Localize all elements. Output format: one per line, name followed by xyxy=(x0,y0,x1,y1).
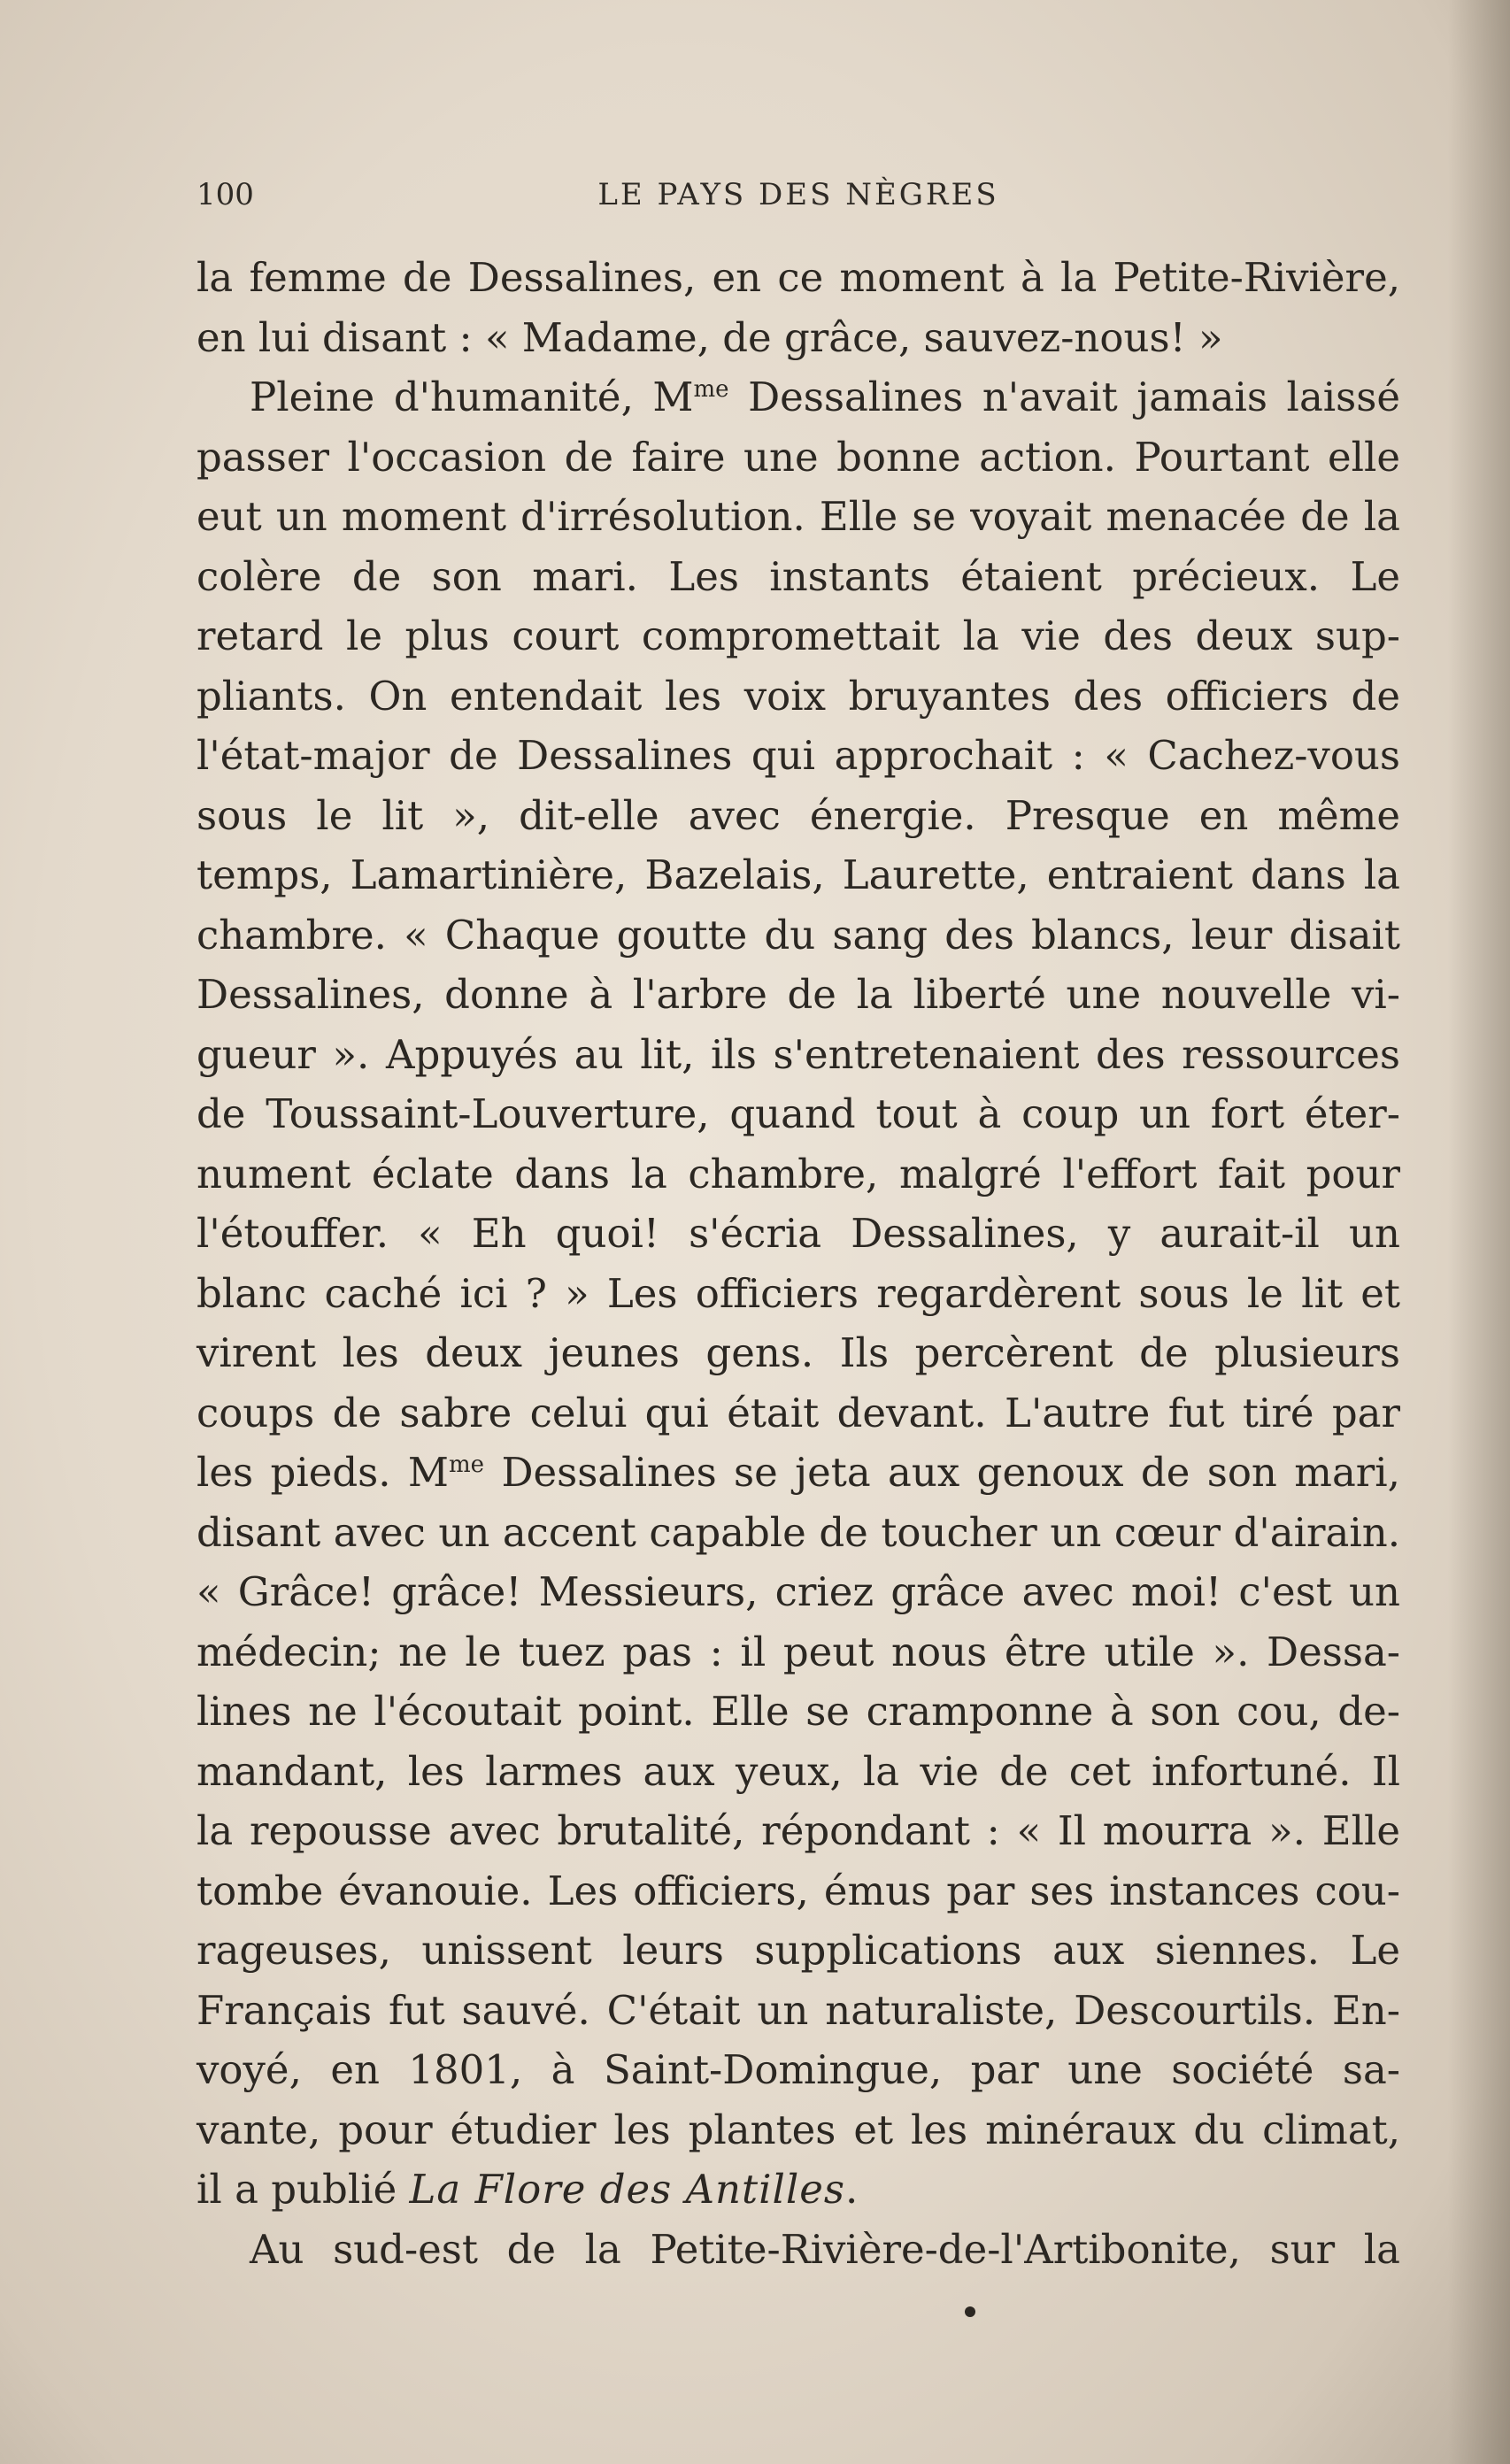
text-line: pliants. On entendait les voix bruyantes des officiers de xyxy=(196,672,1400,720)
text-run: Pleine d'humanité, M xyxy=(250,373,694,420)
running-title: LE PAYS DES NÈGRES xyxy=(597,177,999,212)
text-line: la repousse avec brutalité, répondant : « Il mourra ». Elle xyxy=(196,1807,1400,1854)
text-line: coups de sabre celui qui était devant. L'autre fut tiré par xyxy=(196,1389,1400,1436)
text-run: il a publié xyxy=(196,2166,410,2213)
page-header xyxy=(196,177,1400,227)
text-line: retard le plus court compromettait la vie des deux sup- xyxy=(196,612,1400,659)
text-line: l'état-major de Dessalines qui approchait : « Cachez-vous xyxy=(196,732,1400,779)
text-line: en lui disant : « Madame, de grâce, sauvez-nous! » xyxy=(196,313,1223,361)
text-line: virent les deux jeunes gens. Ils percèrent de plusieurs xyxy=(196,1329,1400,1376)
body-text xyxy=(196,248,1400,2279)
text-line: médecin; ne le tuez pas : il peut nous être utile ». Dessa- xyxy=(196,1628,1400,1675)
text-line xyxy=(196,1443,1400,1503)
text-line: de Toussaint-Louverture, quand tout à coup un fort éter- xyxy=(196,1090,1400,1137)
text-line: chambre. « Chaque goutte du sang des blancs, leur disait xyxy=(196,911,1400,959)
text-line xyxy=(196,367,1400,427)
text-line: mandant, les larmes aux yeux, la vie de cet infortuné. Il xyxy=(196,1747,1400,1795)
text-line: l'étouffer. « Eh quoi! s'écria Dessalines, y aurait-il un xyxy=(196,1210,1400,1257)
text-line: passer l'occasion de faire une bonne action. Pourtant elle xyxy=(196,433,1400,481)
text-line: nument éclate dans la chambre, malgré l'effort fait pour xyxy=(196,1150,1400,1197)
text-line: la femme de Dessalines, en ce moment à la Petite-Rivière, xyxy=(196,254,1400,301)
text-line: temps, Lamartinière, Bazelais, Laurette, entraient dans la xyxy=(196,851,1400,898)
text-line: lines ne l'écoutait point. Elle se cramponne à son cou, de- xyxy=(196,1688,1400,1735)
text-line: Dessalines, donne à l'arbre de la liberté une nouvelle vi- xyxy=(196,971,1400,1018)
text-line: « Grâce! grâce! Messieurs, criez grâce avec moi! c'est un xyxy=(196,1568,1400,1615)
text-line: voyé, en 1801, à Saint-Domingue, par une société sa- xyxy=(196,2046,1400,2093)
text-run: Dessalines se jeta aux genoux de son mari, xyxy=(484,1449,1400,1496)
text-line: sous le lit », dit-elle avec énergie. Presque en même xyxy=(196,791,1400,839)
text-line: eut un moment d'irrésolution. Elle se voyait menacée de la xyxy=(196,493,1400,540)
text-line: vante, pour étudier les plantes et les minéraux du climat, xyxy=(196,2106,1400,2153)
text-line: colère de son mari. Les instants étaient précieux. Le xyxy=(196,552,1400,600)
text-line: Au sud-est de la Petite-Rivière-de-l'Artibonite, sur la xyxy=(250,2225,1400,2273)
text-run: Dessalines n'avait jamais laissé xyxy=(728,373,1400,420)
text-run: les pieds. M xyxy=(196,1449,450,1496)
text-line: disant avec un accent capable de toucher un cœur d'airain. xyxy=(196,1508,1400,1556)
page-number: 100 xyxy=(196,177,254,212)
text-line: Français fut sauvé. C'était un naturaliste, Descourtils. En- xyxy=(196,1986,1400,2034)
text-line: blanc caché ici ? » Les officiers regardèrent sous le lit et xyxy=(196,1269,1400,1317)
text-line: gueur ». Appuyés au lit, ils s'entretenaient des ressources xyxy=(196,1030,1400,1078)
text-line: tombe évanouie. Les officiers, émus par ses instances cou- xyxy=(196,1867,1400,1914)
book-title: La Flore des Antilles xyxy=(409,2166,846,2213)
text-line: rageuses, unissent leurs supplications aux siennes. Le xyxy=(196,1927,1400,1974)
superscript: me xyxy=(449,1451,485,1478)
text-run: . xyxy=(845,2166,859,2213)
ink-dot xyxy=(965,2306,975,2317)
text-line xyxy=(196,2160,1400,2220)
superscript: me xyxy=(693,376,729,403)
